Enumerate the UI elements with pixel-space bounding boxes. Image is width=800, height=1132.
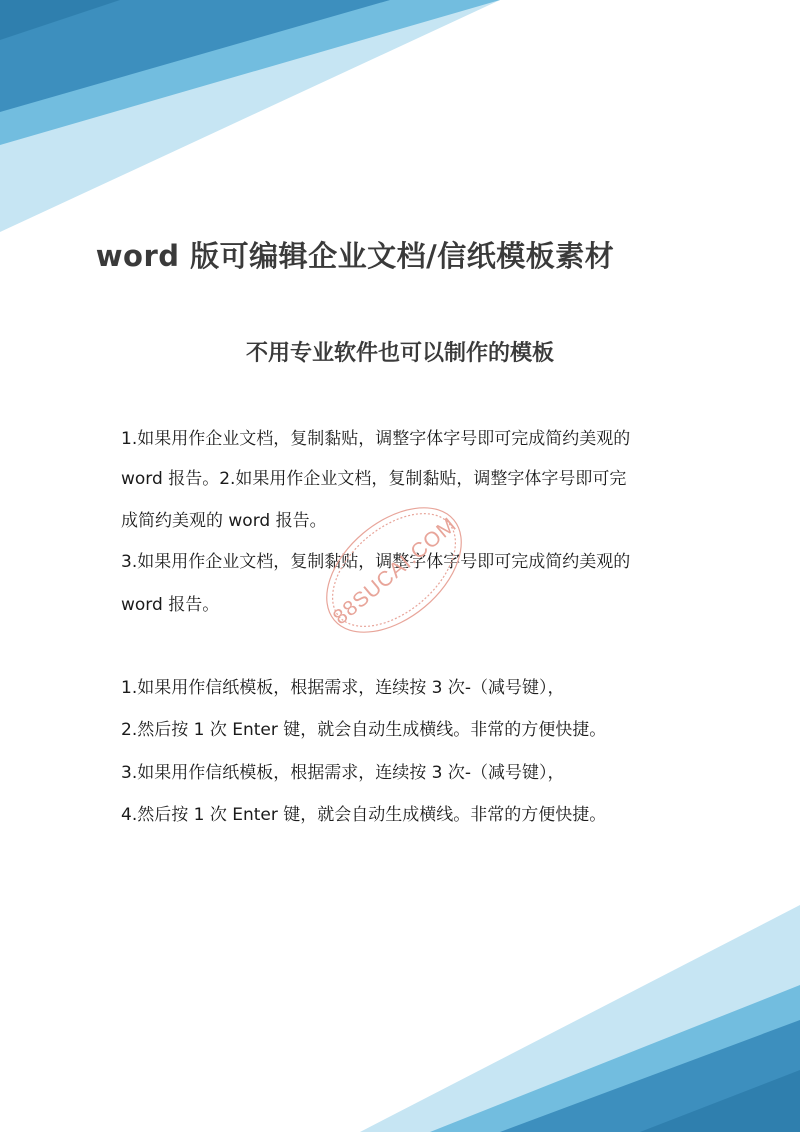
body-line: 1.如果用作信纸模板，根据需求，连续按 3 次-（减号键）， (121, 678, 565, 698)
body-line: 成简约美观的 word 报告。 (121, 511, 327, 531)
body-line: 1.如果用作企业文档，复制黏贴，调整字体字号即可完成简约美观的 (121, 429, 631, 449)
body-line: 3.如果用作信纸模板，根据需求，连续按 3 次-（减号键）， (121, 763, 565, 783)
body-line: 3.如果用作企业文档，复制黏贴，调整字体字号即可完成简约美观的 (121, 552, 631, 572)
watermark-stamp (309, 500, 479, 640)
body-line: 2.然后按 1 次 Enter 键，就会自动生成横线。非常的方便快捷。 (121, 720, 607, 740)
body-line: word 报告。2.如果用作企业文档，复制黏贴，调整字体字号即可完 (121, 469, 627, 489)
document-title: word 版可编辑企业文档/信纸模板素材 (95, 239, 615, 273)
document-subtitle: 不用专业软件也可以制作的模板 (245, 341, 554, 366)
body-line: 4.然后按 1 次 Enter 键，就会自动生成横线。非常的方便快捷。 (121, 805, 607, 825)
watermark-text: 88SUCAI.COM (328, 513, 462, 630)
body-line: word 报告。 (121, 595, 220, 615)
